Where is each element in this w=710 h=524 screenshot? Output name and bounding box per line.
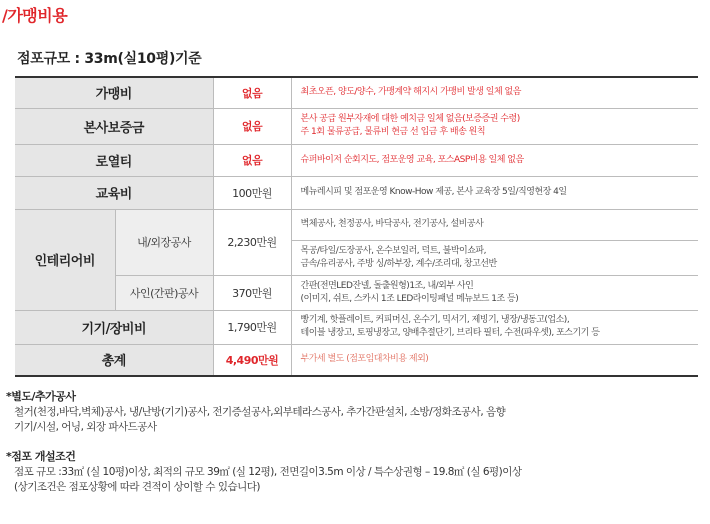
description-cell: 부가세 별도 (점포임대차비용 제외) [291, 344, 698, 376]
amount-cell: 100만원 [213, 176, 291, 209]
store-size-basis: 점포규모 : 33m(실10평)기준 [17, 51, 202, 67]
category-label: 인테리어비 [15, 209, 115, 310]
description-line: 목공/타일/도장공사, 온수보일러, 덕트, 불박이쇼파, [300, 245, 486, 256]
separate-work-title: *별도/추가공사 [6, 390, 76, 403]
description-line: 주 1회 물류공급, 물류비 현금 선 입금 후 배송 원칙 [300, 127, 486, 137]
category-label: 본사보증금 [15, 108, 213, 144]
description-line: (이미지, 쉬트, 스카시 1조 LED라이팅패널 메뉴보드 1조 등) [300, 293, 519, 304]
description-line: 금속/유리공사, 주방 싱/하부장, 계수/조리대, 창고선반 [300, 258, 497, 269]
table-row-deposit [15, 108, 698, 144]
table-row-training [15, 176, 698, 209]
note-line: 점포 규모 :33㎡ (실 10평)이상, 최적의 규모 39㎡ (실 12평), 전면길이3.5m 이상 / 특수상권형 – 19.8㎡ (실 6평)이상 [14, 466, 522, 478]
description-line: 테이블 냉장고, 토핑냉장고, 양배추절단기, 브리타 필터, 수전(파우셋), 포스기기 등 [300, 328, 600, 338]
separate-work-text [14, 405, 505, 435]
amount-cell: 4,490만원 [213, 344, 291, 376]
description-cell: 슈퍼바이저 순회지도, 점포운영 교육, 포스ASP비용 일체 없음 [291, 144, 698, 176]
description-cell [291, 275, 698, 310]
description-cell: 최초오픈, 양도/양수, 가맹계약 해지시 가맹비 발생 일체 없음 [291, 77, 698, 108]
table-row-total [15, 344, 698, 376]
description-line: 본사 공급 원부자재에 대한 예치금 일체 없음(보증증권 수령) [300, 114, 520, 124]
description-cell: 벽체공사, 천정공사, 바닥공사, 전기공사, 설비공사 [291, 209, 698, 240]
opening-conditions-title: *점포 개설조건 [6, 450, 76, 463]
category-label: 가맹비 [15, 77, 213, 108]
amount-cell: 없음 [213, 144, 291, 176]
opening-conditions-text [14, 465, 522, 495]
note-line: 기기/시설, 어닝, 외장 파사드공사 [14, 421, 157, 433]
category-label: 기기/장비비 [15, 310, 213, 344]
subcategory-label: 내/외장공사 [115, 209, 213, 275]
amount-cell: 1,790만원 [213, 310, 291, 344]
description-cell: 메뉴레시피 및 점포운영 Know-How 제공, 본사 교육장 5일/직영현장 4일 [291, 176, 698, 209]
page-title: /가맹비용 [2, 6, 68, 25]
subcategory-label: 사인(간판)공사 [115, 275, 213, 310]
amount-cell: 370만원 [213, 275, 291, 310]
amount-cell: 없음 [213, 108, 291, 144]
category-label: 총계 [15, 344, 213, 376]
description-line: 간판(전면LED잔넬, 돌출원형)1조, 내/외부 사인 [300, 280, 474, 291]
note-line: (상기조건은 점포상황에 따라 견적이 상이할 수 있습니다) [14, 481, 261, 493]
franchise-cost-table [15, 76, 698, 377]
description-cell [291, 310, 698, 344]
table-row-franchise-fee [15, 77, 698, 108]
table-row-signage [15, 275, 698, 310]
description-cell [291, 240, 698, 275]
category-label: 로열티 [15, 144, 213, 176]
description-line: 빵기계, 핫플레이트, 커피머신, 온수기, 믹서기, 제빙기, 냉장/냉동고(업소), [300, 315, 570, 325]
category-label: 교육비 [15, 176, 213, 209]
table-row-royalty [15, 144, 698, 176]
table-row-interior-exterior-a [15, 209, 698, 240]
table-row-equipment [15, 310, 698, 344]
amount-cell: 없음 [213, 77, 291, 108]
note-line: 철거(천정,바닥,벽체)공사, 냉/난방(기기)공사, 전기증설공사,외부테라스공사, 추가간판설치, 소방/정화조공사, 음향 [14, 406, 506, 418]
amount-cell: 2,230만원 [213, 209, 291, 275]
description-cell [291, 108, 698, 144]
